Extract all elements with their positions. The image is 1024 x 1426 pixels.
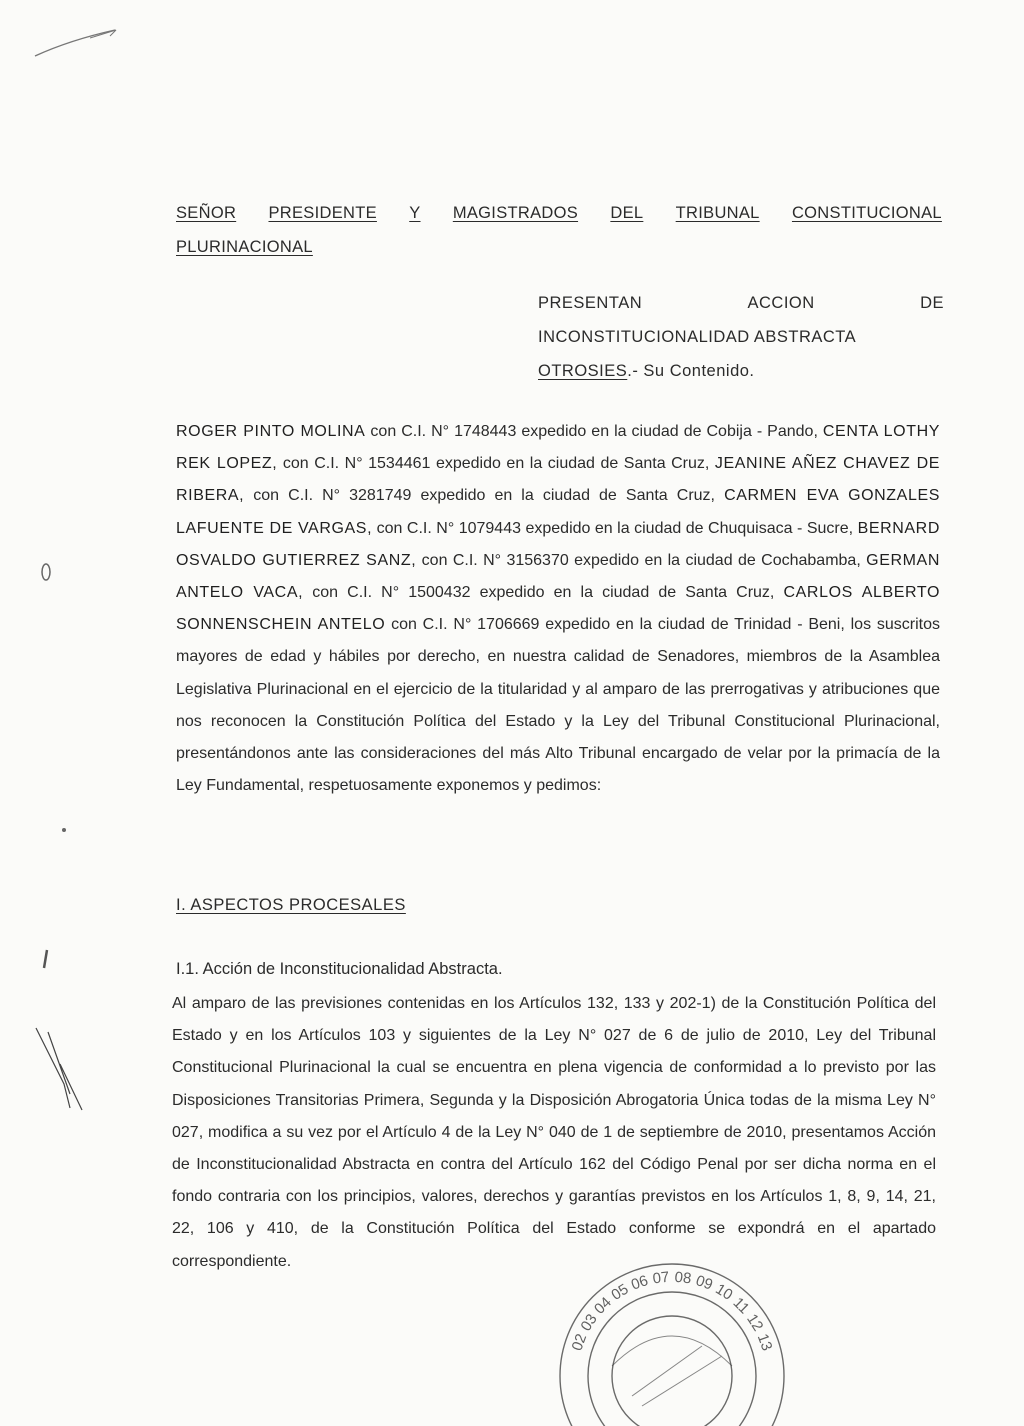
intro-text: con C.I. N° 1534461 expedido en la ciudad de Santa Cruz, [277, 455, 715, 473]
stamp-number: 05 [608, 1280, 632, 1304]
addressee-word: PRESIDENTE [268, 204, 377, 222]
summary-line-1 [538, 286, 944, 320]
pen-stroke-mark [30, 22, 120, 62]
signature-scribble [30, 1024, 90, 1114]
addressee-heading [176, 196, 942, 264]
senator-name: JEANINE AÑEZ CHAVEZ DE RIBERA, [176, 455, 940, 505]
senator-name: CARLOS ALBERTO SONNENSCHEIN ANTELO [176, 584, 941, 634]
senator-name: BERNARD OSVALDO GUTIERREZ SANZ, [176, 519, 940, 569]
stamp-number: 13 [753, 1331, 776, 1354]
hole-punch-mark [38, 560, 54, 584]
intro-paragraph [176, 416, 940, 802]
addressee-word: CONSTITUCIONAL [791, 204, 942, 222]
reception-stamp [552, 1246, 792, 1426]
summary-line-2: INCONSTITUCIONALIDAD ABSTRACTA [538, 328, 857, 346]
stamp-number: 09 [693, 1272, 715, 1294]
intro-text: con C.I. N° 1500432 expedido en la ciudad de Santa Cruz, [303, 584, 784, 602]
addressee-line-2 [176, 230, 942, 264]
intro-text: con C.I. N° 3156370 expedido en la ciudad de Cochabamba, [416, 551, 867, 569]
intro-text: con C.I. N° 1706669 expedido en la ciudad de Trinidad - Beni, los suscritos mayores de edad y hábiles por derecho, en nuestra calidad de Senadores, miembros de la Asamblea Legislativa Plurinacional en el ejercicio de la titularidad y al amparo de las prerrogativas y atribuciones que nos reconocen la Constitución Política del Estado y la Ley del Tribunal Constitucional Plurinacional, presentándonos ante las consideraciones del más Alto Tribunal encargado de velar por la primacía de la Ley Fundamental, respetuosamente exponemos y pedimos: [176, 616, 941, 795]
senator-name: ROGER PINTO MOLINA [176, 423, 366, 440]
addressee-line-1 [176, 196, 942, 230]
summary-word: PRESENTAN [538, 294, 643, 312]
stamp-number: 03 [577, 1311, 601, 1335]
stamp-number: 12 [743, 1311, 767, 1335]
summary-line-3 [538, 354, 944, 388]
section-body-paragraph: Al amparo de las previsiones contenidas en los Artículos 132, 133 y 202-1) de la Constitución Política del Estado y en los Artículos 103 y siguientes de la Ley N° 027 de 6 de julio de 2010, Ley del Tribunal Constitucional Plurinacional la cual se encuentra en plena vigencia de conformidad a lo previsto por las Disposiciones Transitorias Primera, Segunda y la Disposición Abrogatoria Única todas de la misma Ley N° 027, modifica a su vez por el Artículo 4 de la Ley N° 040 de 1 de septiembre de 2010, presentamos Acción de Inconstitucionalidad Abstracta en contra del Artículo 162 del Código Penal por ser dicha norma en el fondo contraria con los principios, valores, derechos y garantías previstos en los Artículos 1, 8, 9, 14, 21, 22, 106 y 410, de la Constitución Política del Estado conforme se expondrá en el apartado correspondiente. [172, 995, 936, 1270]
subsection-title: I.1. Acción de Inconstitucionalidad Abstracta. [176, 960, 503, 978]
dot-mark [60, 826, 68, 834]
otrosies-label: OTROSIES [538, 362, 628, 380]
summary-word: DE [920, 294, 944, 312]
stamp-number: 02 [568, 1331, 591, 1354]
addressee-word: SEÑOR [176, 204, 237, 222]
addressee-word: TRIBUNAL [675, 204, 760, 222]
addressee-word: DEL [610, 204, 644, 222]
addressee-word: Y [409, 204, 421, 222]
section-title: I. ASPECTOS PROCESALES [176, 896, 406, 914]
stamp-number: 07 [651, 1268, 671, 1288]
addressee-word: PLURINACIONAL [176, 238, 313, 256]
stamp-number: 08 [673, 1268, 693, 1288]
intro-text: con C.I. N° 3281749 expedido en la ciudad de Santa Cruz, [244, 487, 725, 505]
summary-word: ACCION [747, 294, 815, 312]
hole-punch-mark-2 [38, 948, 52, 970]
senator-name: CARMEN EVA GONZALES LAFUENTE DE VARGAS, [176, 487, 940, 537]
stamp-number: 04 [591, 1293, 615, 1318]
stamp-number: 06 [629, 1272, 651, 1294]
intro-text: con C.I. N° 1748443 expedido en la ciudad de Cobija - Pando, [365, 423, 823, 440]
senator-name: GERMAN ANTELO VACA, [176, 551, 940, 602]
stamp-number: 10 [712, 1280, 736, 1304]
stamp-number: 11 [729, 1294, 753, 1318]
intro-text: con C.I. N° 1079443 expedido en la ciudad de Chuquisaca - Sucre, [372, 519, 858, 537]
otrosies-rest: .- Su Contenido. [627, 362, 755, 380]
senator-name: CENTA LOTHY REK LOPEZ, [176, 423, 940, 473]
addressee-word: MAGISTRADOS [452, 204, 579, 222]
summary-block [538, 286, 944, 388]
